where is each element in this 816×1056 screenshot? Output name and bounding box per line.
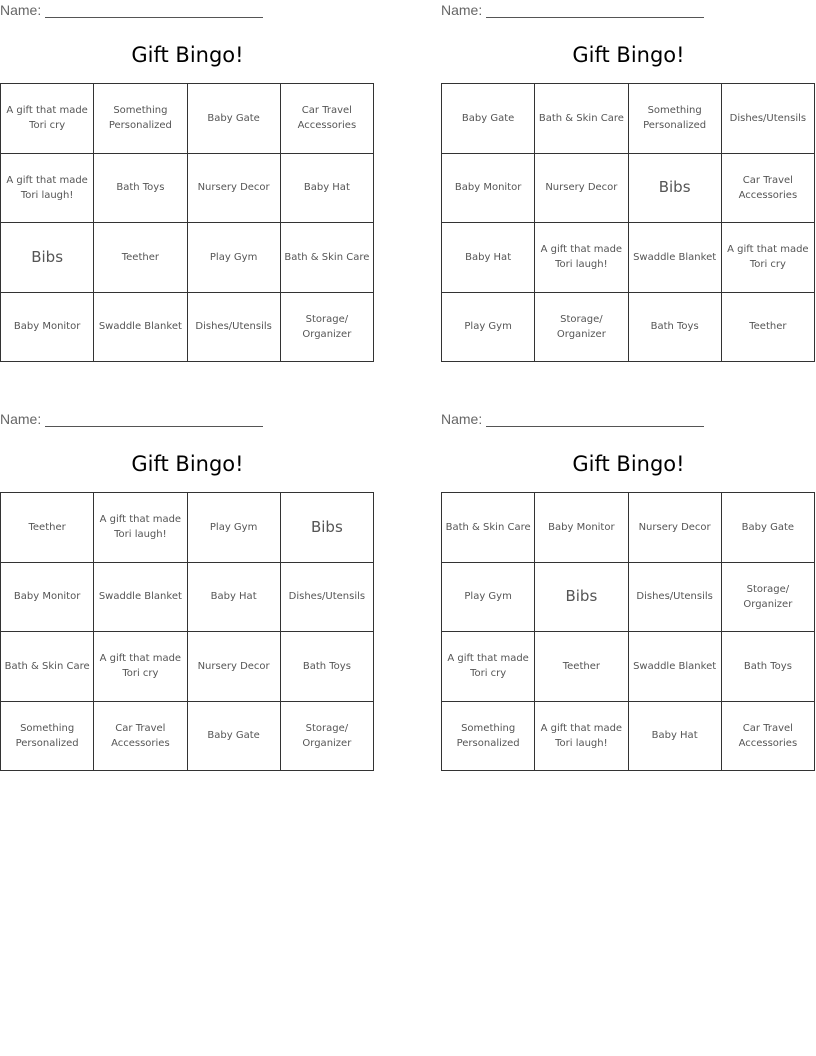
bingo-cell: Bibs [629, 154, 722, 224]
bingo-cell: Baby Gate [722, 493, 815, 563]
bingo-card-4 [441, 409, 816, 774]
bingo-cell: Bibs [535, 563, 628, 633]
bingo-cell: Baby Hat [188, 563, 281, 633]
bingo-card-1 [0, 0, 375, 365]
card-title: Gift Bingo! [572, 452, 685, 476]
bingo-cell: Teether [722, 293, 815, 363]
name-label: Name: [441, 411, 483, 427]
bingo-cell: Nursery Decor [188, 154, 281, 224]
bingo-cell: Baby Gate [188, 702, 281, 772]
bingo-cell: Something Personalized [1, 702, 94, 772]
bingo-cell: Swaddle Blanket [629, 223, 722, 293]
bingo-grid [0, 492, 374, 771]
bingo-cell: Bath & Skin Care [281, 223, 374, 293]
bingo-cell: Bath & Skin Care [535, 84, 628, 154]
bingo-cell: Teether [535, 632, 628, 702]
bingo-cell: Something Personalized [94, 84, 187, 154]
bingo-cell: A gift that made Tori cry [722, 223, 815, 293]
bingo-cell: Bath Toys [629, 293, 722, 363]
bingo-cell: Baby Monitor [1, 563, 94, 633]
name-label: Name: [441, 2, 483, 18]
bingo-cell: A gift that made Tori laugh! [94, 493, 187, 563]
bingo-cell: Swaddle Blanket [629, 632, 722, 702]
bingo-cell: A gift that made Tori laugh! [1, 154, 94, 224]
bingo-cell: Bath Toys [94, 154, 187, 224]
bingo-cell: Storage/ Organizer [281, 293, 374, 363]
bingo-cell: Baby Hat [629, 702, 722, 772]
name-label: Name: [0, 411, 42, 427]
bingo-cell: Car Travel Accessories [722, 702, 815, 772]
bingo-cell: Bath Toys [281, 632, 374, 702]
bingo-cell: Storage/ Organizer [722, 563, 815, 633]
bingo-card-2 [441, 0, 816, 365]
name-field [441, 2, 704, 18]
bingo-cell: Baby Hat [281, 154, 374, 224]
bingo-cell: Swaddle Blanket [94, 293, 187, 363]
bingo-cell: Nursery Decor [188, 632, 281, 702]
bingo-cell: A gift that made Tori cry [442, 632, 535, 702]
bingo-cell: Bibs [1, 223, 94, 293]
name-underline [486, 412, 704, 427]
bingo-cell: Dishes/Utensils [188, 293, 281, 363]
bingo-cell: Play Gym [442, 293, 535, 363]
card-title: Gift Bingo! [131, 452, 244, 476]
bingo-cell: Bath Toys [722, 632, 815, 702]
bingo-cell: Dishes/Utensils [722, 84, 815, 154]
bingo-cell: Play Gym [442, 563, 535, 633]
name-label: Name: [0, 2, 42, 18]
bingo-cell: Teether [94, 223, 187, 293]
bingo-cell: Something Personalized [629, 84, 722, 154]
bingo-cell: Car Travel Accessories [722, 154, 815, 224]
bingo-cell: Baby Monitor [535, 493, 628, 563]
bingo-cell: Dishes/Utensils [281, 563, 374, 633]
bingo-cell: Nursery Decor [629, 493, 722, 563]
bingo-card-3 [0, 409, 375, 774]
bingo-cell: Storage/ Organizer [281, 702, 374, 772]
bingo-grid [441, 83, 815, 362]
bingo-cell: A gift that made Tori laugh! [535, 702, 628, 772]
bingo-cell: Teether [1, 493, 94, 563]
bingo-cell: Bath & Skin Care [442, 493, 535, 563]
name-underline [45, 412, 263, 427]
bingo-cell: Nursery Decor [535, 154, 628, 224]
name-field [0, 411, 263, 427]
name-field [441, 411, 704, 427]
bingo-cell: Play Gym [188, 223, 281, 293]
bingo-cell: Swaddle Blanket [94, 563, 187, 633]
bingo-cell: Storage/ Organizer [535, 293, 628, 363]
card-title: Gift Bingo! [572, 43, 685, 67]
bingo-cell: Car Travel Accessories [281, 84, 374, 154]
name-underline [486, 3, 704, 18]
bingo-cell: Something Personalized [442, 702, 535, 772]
bingo-cell: Baby Hat [442, 223, 535, 293]
bingo-grid [0, 83, 374, 362]
bingo-cell: Baby Gate [188, 84, 281, 154]
bingo-cell: A gift that made Tori laugh! [535, 223, 628, 293]
bingo-cell: Bibs [281, 493, 374, 563]
bingo-cell: Bath & Skin Care [1, 632, 94, 702]
name-underline [45, 3, 263, 18]
bingo-cell: Baby Monitor [1, 293, 94, 363]
bingo-grid [441, 492, 815, 771]
bingo-cell: Baby Monitor [442, 154, 535, 224]
card-title: Gift Bingo! [131, 43, 244, 67]
bingo-cell: Baby Gate [442, 84, 535, 154]
bingo-cell: A gift that made Tori cry [1, 84, 94, 154]
bingo-cell: A gift that made Tori cry [94, 632, 187, 702]
name-field [0, 2, 263, 18]
bingo-cell: Dishes/Utensils [629, 563, 722, 633]
bingo-cell: Play Gym [188, 493, 281, 563]
bingo-cell: Car Travel Accessories [94, 702, 187, 772]
